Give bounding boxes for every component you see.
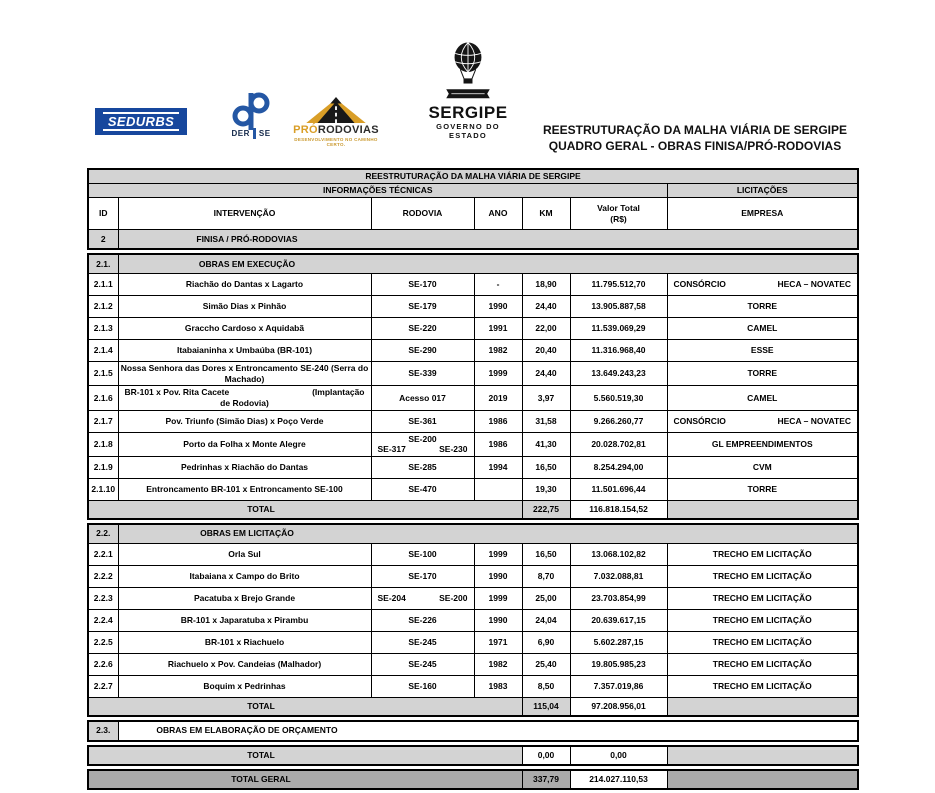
cell-section-label: FINISA / PRÓ-RODOVIAS xyxy=(118,230,858,250)
cell-valor: 5.560.519,30 xyxy=(570,386,667,410)
cell-ano: 1999 xyxy=(474,543,522,565)
cell-rodovia: SE-160 xyxy=(371,675,474,697)
cell-rodovia: SE-200 SE-317 SE-230 xyxy=(371,432,474,456)
pro-label: PRÓ xyxy=(293,124,318,136)
table-row xyxy=(88,386,858,410)
cell-rodovia xyxy=(371,587,474,609)
table-row xyxy=(88,340,858,362)
der-se-logo xyxy=(222,90,280,142)
cell-km: 22,00 xyxy=(522,318,570,340)
cell-id: 2.1.5 xyxy=(88,362,118,386)
cell-intervencao: Pov. Triunfo (Simão Dias) x Poço Verde xyxy=(118,410,371,432)
cell-total-label: TOTAL xyxy=(88,697,522,716)
table-row xyxy=(88,587,858,609)
cell-intervencao: Entroncamento BR-101 x Entroncamento SE-100 xyxy=(118,478,371,500)
cell-valor: 11.501.696,44 xyxy=(570,478,667,500)
total-23-table xyxy=(87,745,859,766)
table-group-row xyxy=(88,184,858,198)
cell-empresa: TRECHO EM LICITAÇÃO xyxy=(667,653,858,675)
cell-km: 18,90 xyxy=(522,274,570,296)
cell-ano: 1982 xyxy=(474,340,522,362)
cell-id: 2.2.7 xyxy=(88,675,118,697)
cell-valor: 23.703.854,99 xyxy=(570,587,667,609)
cell-km: 31,58 xyxy=(522,410,570,432)
obras-block-table xyxy=(87,523,859,717)
cell-total-km: 0,00 xyxy=(522,746,570,765)
cell-valor: 13.649.243,23 xyxy=(570,362,667,386)
cell-id: 2.2.3 xyxy=(88,587,118,609)
cell-total-label: TOTAL xyxy=(88,500,522,519)
sergipe-logo xyxy=(416,40,520,140)
cell-km: 24,40 xyxy=(522,362,570,386)
cell-valor: 20.639.617,15 xyxy=(570,609,667,631)
cell-empresa: TRECHO EM LICITAÇÃO xyxy=(667,631,858,653)
text-left: SE-204 xyxy=(377,592,406,603)
cell-total-empresa xyxy=(667,697,858,716)
section-row-elaboracao xyxy=(88,721,858,741)
text-right: HECA – NOVATEC xyxy=(777,279,852,290)
cell-ano: 1986 xyxy=(474,410,522,432)
cell-km: 20,40 xyxy=(522,340,570,362)
cell-empresa: TRECHO EM LICITAÇÃO xyxy=(667,675,858,697)
cell-intervencao: Riachão do Dantas x Lagarto xyxy=(118,274,371,296)
cell-rodovia: SE-361 xyxy=(371,410,474,432)
cell-total-valor: 97.208.956,01 xyxy=(570,697,667,716)
cell-total-valor: 0,00 xyxy=(570,746,667,765)
cell-km: 8,70 xyxy=(522,565,570,587)
cell-section-id: 2 xyxy=(88,230,118,250)
cell-intervencao: Porto da Folha x Monte Alegre xyxy=(118,432,371,456)
cell-total-km: 115,04 xyxy=(522,697,570,716)
col-header-id: ID xyxy=(88,198,118,230)
sedurbs-logo xyxy=(95,108,187,135)
total-row xyxy=(88,746,858,765)
cell-valor: 8.254.294,00 xyxy=(570,456,667,478)
cell-km: 3,97 xyxy=(522,386,570,410)
cell-total-empresa xyxy=(667,746,858,765)
total-geral-table xyxy=(87,769,859,790)
total-row xyxy=(88,697,858,716)
table-row xyxy=(88,410,858,432)
cell-id: 2.2.5 xyxy=(88,631,118,653)
rodovias-label: RODOVIAS xyxy=(317,124,379,136)
cell-rodovia: SE-220 xyxy=(371,318,474,340)
sergipe-balloon-icon xyxy=(436,40,500,104)
table-row xyxy=(88,456,858,478)
cell-intervencao: BR-101 x Riachuelo xyxy=(118,631,371,653)
cell-empresa xyxy=(667,410,858,432)
cell-valor: 20.028.702,81 xyxy=(570,432,667,456)
cell-id: 2.1.2 xyxy=(88,296,118,318)
text-left: SE-317 xyxy=(377,444,406,455)
cell-section-id: 2.2. xyxy=(88,524,118,544)
cell-intervencao: Boquim x Pedrinhas xyxy=(118,675,371,697)
document-title-line1: REESTRUTURAÇÃO DA MALHA VIÁRIA DE SERGIPE xyxy=(542,123,847,137)
cell-valor: 9.266.260,77 xyxy=(570,410,667,432)
cell-empresa: TRECHO EM LICITAÇÃO xyxy=(667,543,858,565)
cell-section-label: OBRAS EM LICITAÇÃO xyxy=(118,524,858,544)
section-row-finisa xyxy=(88,230,858,250)
cell-rodovia: SE-170 xyxy=(371,565,474,587)
cell-ano: 1994 xyxy=(474,456,522,478)
text-right: SE-230 xyxy=(439,444,468,455)
cell-ano: 1991 xyxy=(474,318,522,340)
table-title-row xyxy=(88,169,858,184)
cell-intervencao: Simão Dias x Pinhão xyxy=(118,296,371,318)
cell-valor: 5.602.287,15 xyxy=(570,631,667,653)
cell-id: 2.1.7 xyxy=(88,410,118,432)
cell-empresa: TORRE xyxy=(667,478,858,500)
cell-rodovia: SE-285 xyxy=(371,456,474,478)
cell-km: 8,50 xyxy=(522,675,570,697)
cell-valor: 19.805.985,23 xyxy=(570,653,667,675)
cell-rodovia: SE-245 xyxy=(371,653,474,675)
table-row xyxy=(88,631,858,653)
cell-km: 24,04 xyxy=(522,609,570,631)
total-geral-row xyxy=(88,770,858,789)
table-row xyxy=(88,565,858,587)
group-licitacoes: LICITAÇÕES xyxy=(667,184,858,198)
cell-km: 19,30 xyxy=(522,478,570,500)
group-informacoes-tecnicas: INFORMAÇÕES TÉCNICAS xyxy=(88,184,667,198)
sergipe-logo-subtext: GOVERNO DO ESTADO xyxy=(436,122,500,140)
table-row xyxy=(88,543,858,565)
cell-rodovia: SE-470 xyxy=(371,478,474,500)
cell-rodovia: Acesso 017 xyxy=(371,386,474,410)
cell-ano: 1999 xyxy=(474,587,522,609)
cell-total-label: TOTAL xyxy=(88,746,522,765)
table-row xyxy=(88,362,858,386)
table-title: REESTRUTURAÇÃO DA MALHA VIÁRIA DE SERGIPE xyxy=(88,169,858,184)
cell-valor: 11.316.968,40 xyxy=(570,340,667,362)
sedurbs-logo-text: SEDURBS xyxy=(103,112,179,131)
col-header-ano: ANO xyxy=(474,198,522,230)
der-label: DER xyxy=(231,129,250,138)
cell-empresa: CVM xyxy=(667,456,858,478)
cell-section-label: OBRAS EM ELABORAÇÃO DE ORÇAMENTO xyxy=(118,721,858,741)
cell-rodovia: SE-290 xyxy=(371,340,474,362)
table-row xyxy=(88,675,858,697)
table-row xyxy=(88,478,858,500)
cell-km: 6,90 xyxy=(522,631,570,653)
cell-empresa: TRECHO EM LICITAÇÃO xyxy=(667,609,858,631)
cell-id: 2.1.6 xyxy=(88,386,118,410)
cell-intervencao: Riachuelo x Pov. Candeias (Malhador) xyxy=(118,653,371,675)
table-row xyxy=(88,274,858,296)
cell-intervencao: Nossa Senhora das Dores x Entroncamento SE-240 (Serra do Machado) xyxy=(118,362,371,386)
cell-id: 2.1.9 xyxy=(88,456,118,478)
cell-empresa: GL EMPREENDIMENTOS xyxy=(667,432,858,456)
cell-km: 41,30 xyxy=(522,432,570,456)
cell-intervencao: Pedrinhas x Riachão do Dantas xyxy=(118,456,371,478)
cell-section-id: 2.1. xyxy=(88,254,118,274)
sergipe-logo-text: SERGIPE xyxy=(428,103,508,122)
cell-id: 2.2.1 xyxy=(88,543,118,565)
cell-intervencao: Orla Sul xyxy=(118,543,371,565)
cell-valor: 7.032.088,81 xyxy=(570,565,667,587)
cell-empresa: CAMEL xyxy=(667,386,858,410)
cell-ano: 1990 xyxy=(474,609,522,631)
cell-rodovia: SE-170 xyxy=(371,274,474,296)
cell-empresa xyxy=(667,274,858,296)
cell-total-valor: 116.818.154,52 xyxy=(570,500,667,519)
cell-total-geral-valor: 214.027.110,53 xyxy=(570,770,667,789)
cell-id: 2.1.3 xyxy=(88,318,118,340)
table-row xyxy=(88,432,858,456)
text-left: CONSÓRCIO xyxy=(673,415,726,426)
cell-intervencao: Graccho Cardoso x Aquidabã xyxy=(118,318,371,340)
cell-valor: 11.795.512,70 xyxy=(570,274,667,296)
cell-km: 25,40 xyxy=(522,653,570,675)
table-row xyxy=(88,296,858,318)
cell-ano: 1990 xyxy=(474,565,522,587)
table-row xyxy=(88,318,858,340)
cell-id: 2.1.4 xyxy=(88,340,118,362)
cell-total-empresa xyxy=(667,500,858,519)
road-icon xyxy=(305,97,367,123)
der-se-monogram-icon xyxy=(226,90,276,130)
cell-ano: 1999 xyxy=(474,362,522,386)
cell-id: 2.1.8 xyxy=(88,432,118,456)
document-title-line2: QUADRO GERAL - OBRAS FINISA/PRÓ-RODOVIAS xyxy=(548,139,842,154)
table-header-block xyxy=(87,168,859,250)
pro-rodovias-logo xyxy=(291,97,381,147)
pro-rodovias-tagline: DESENVOLVIMENTO NO CAMINHO CERTO. xyxy=(294,137,378,147)
cell-intervencao: BR-101 x Japaratuba x Pirambu xyxy=(118,609,371,631)
der-se-divider xyxy=(253,128,256,139)
cell-ano: 1983 xyxy=(474,675,522,697)
section-23-table xyxy=(87,720,859,742)
table-row xyxy=(88,609,858,631)
text-right: SE-200 xyxy=(439,592,468,603)
column-header-row xyxy=(88,198,858,230)
cell-valor: 11.539.069,29 xyxy=(570,318,667,340)
cell-total-km: 222,75 xyxy=(522,500,570,519)
col-header-rodovia: RODOVIA xyxy=(371,198,474,230)
cell-valor: 13.068.102,82 xyxy=(570,543,667,565)
cell-empresa: TRECHO EM LICITAÇÃO xyxy=(667,565,858,587)
cell-ano: 2019 xyxy=(474,386,522,410)
cell-total-geral-empresa xyxy=(667,770,858,789)
cell-ano: 1982 xyxy=(474,653,522,675)
cell-id: 2.2.6 xyxy=(88,653,118,675)
document-title xyxy=(528,122,862,154)
cell-total-geral-label: TOTAL GERAL xyxy=(88,770,522,789)
cell-intervencao: Itabaiana x Campo do Brito xyxy=(118,565,371,587)
cell-ano xyxy=(474,478,522,500)
cell-id: 2.2.2 xyxy=(88,565,118,587)
main-table-area xyxy=(87,168,859,793)
cell-valor: 13.905.887,58 xyxy=(570,296,667,318)
cell-id: 2.1.10 xyxy=(88,478,118,500)
cell-empresa: TRECHO EM LICITAÇÃO xyxy=(667,587,858,609)
cell-ano: - xyxy=(474,274,522,296)
col-header-empresa: EMPRESA xyxy=(667,198,858,230)
cell-ano: 1990 xyxy=(474,296,522,318)
obras-blocks xyxy=(87,253,859,717)
cell-km: 24,40 xyxy=(522,296,570,318)
cell-rodovia: SE-100 xyxy=(371,543,474,565)
cell-section-id: 2.3. xyxy=(88,721,118,741)
section-row xyxy=(88,254,858,274)
cell-intervencao: Itabaianinha x Umbaúba (BR-101) xyxy=(118,340,371,362)
se-label: SE xyxy=(258,129,271,138)
cell-id: 2.1.1 xyxy=(88,274,118,296)
cell-id: 2.2.4 xyxy=(88,609,118,631)
cell-rodovia: SE-179 xyxy=(371,296,474,318)
pro-rodovias-logo-text xyxy=(291,124,381,136)
cell-intervencao: Pacatuba x Brejo Grande xyxy=(118,587,371,609)
cell-km: 16,50 xyxy=(522,456,570,478)
obras-block-table xyxy=(87,253,859,520)
cell-empresa: TORRE xyxy=(667,296,858,318)
cell-empresa: CAMEL xyxy=(667,318,858,340)
cell-km: 16,50 xyxy=(522,543,570,565)
cell-total-geral-km: 337,79 xyxy=(522,770,570,789)
cell-km: 25,00 xyxy=(522,587,570,609)
cell-intervencao: BR-101 x Pov. Rita Cacete (Implantação de Rodovia) xyxy=(118,386,371,410)
cell-ano: 1971 xyxy=(474,631,522,653)
cell-empresa: ESSE xyxy=(667,340,858,362)
table-row xyxy=(88,653,858,675)
text-right: HECA – NOVATEC xyxy=(777,415,852,426)
cell-rodovia: SE-226 xyxy=(371,609,474,631)
col-header-intervencao: INTERVENÇÃO xyxy=(118,198,371,230)
cell-rodovia: SE-339 xyxy=(371,362,474,386)
text-left: CONSÓRCIO xyxy=(673,279,726,290)
cell-section-label: OBRAS EM EXECUÇÃO xyxy=(118,254,858,274)
col-header-km: KM xyxy=(522,198,570,230)
cell-valor: 7.357.019,86 xyxy=(570,675,667,697)
col-header-valor: Valor Total (R$) xyxy=(570,198,667,230)
cell-ano: 1986 xyxy=(474,432,522,456)
section-row xyxy=(88,524,858,544)
total-row xyxy=(88,500,858,519)
cell-rodovia: SE-245 xyxy=(371,631,474,653)
cell-empresa: TORRE xyxy=(667,362,858,386)
